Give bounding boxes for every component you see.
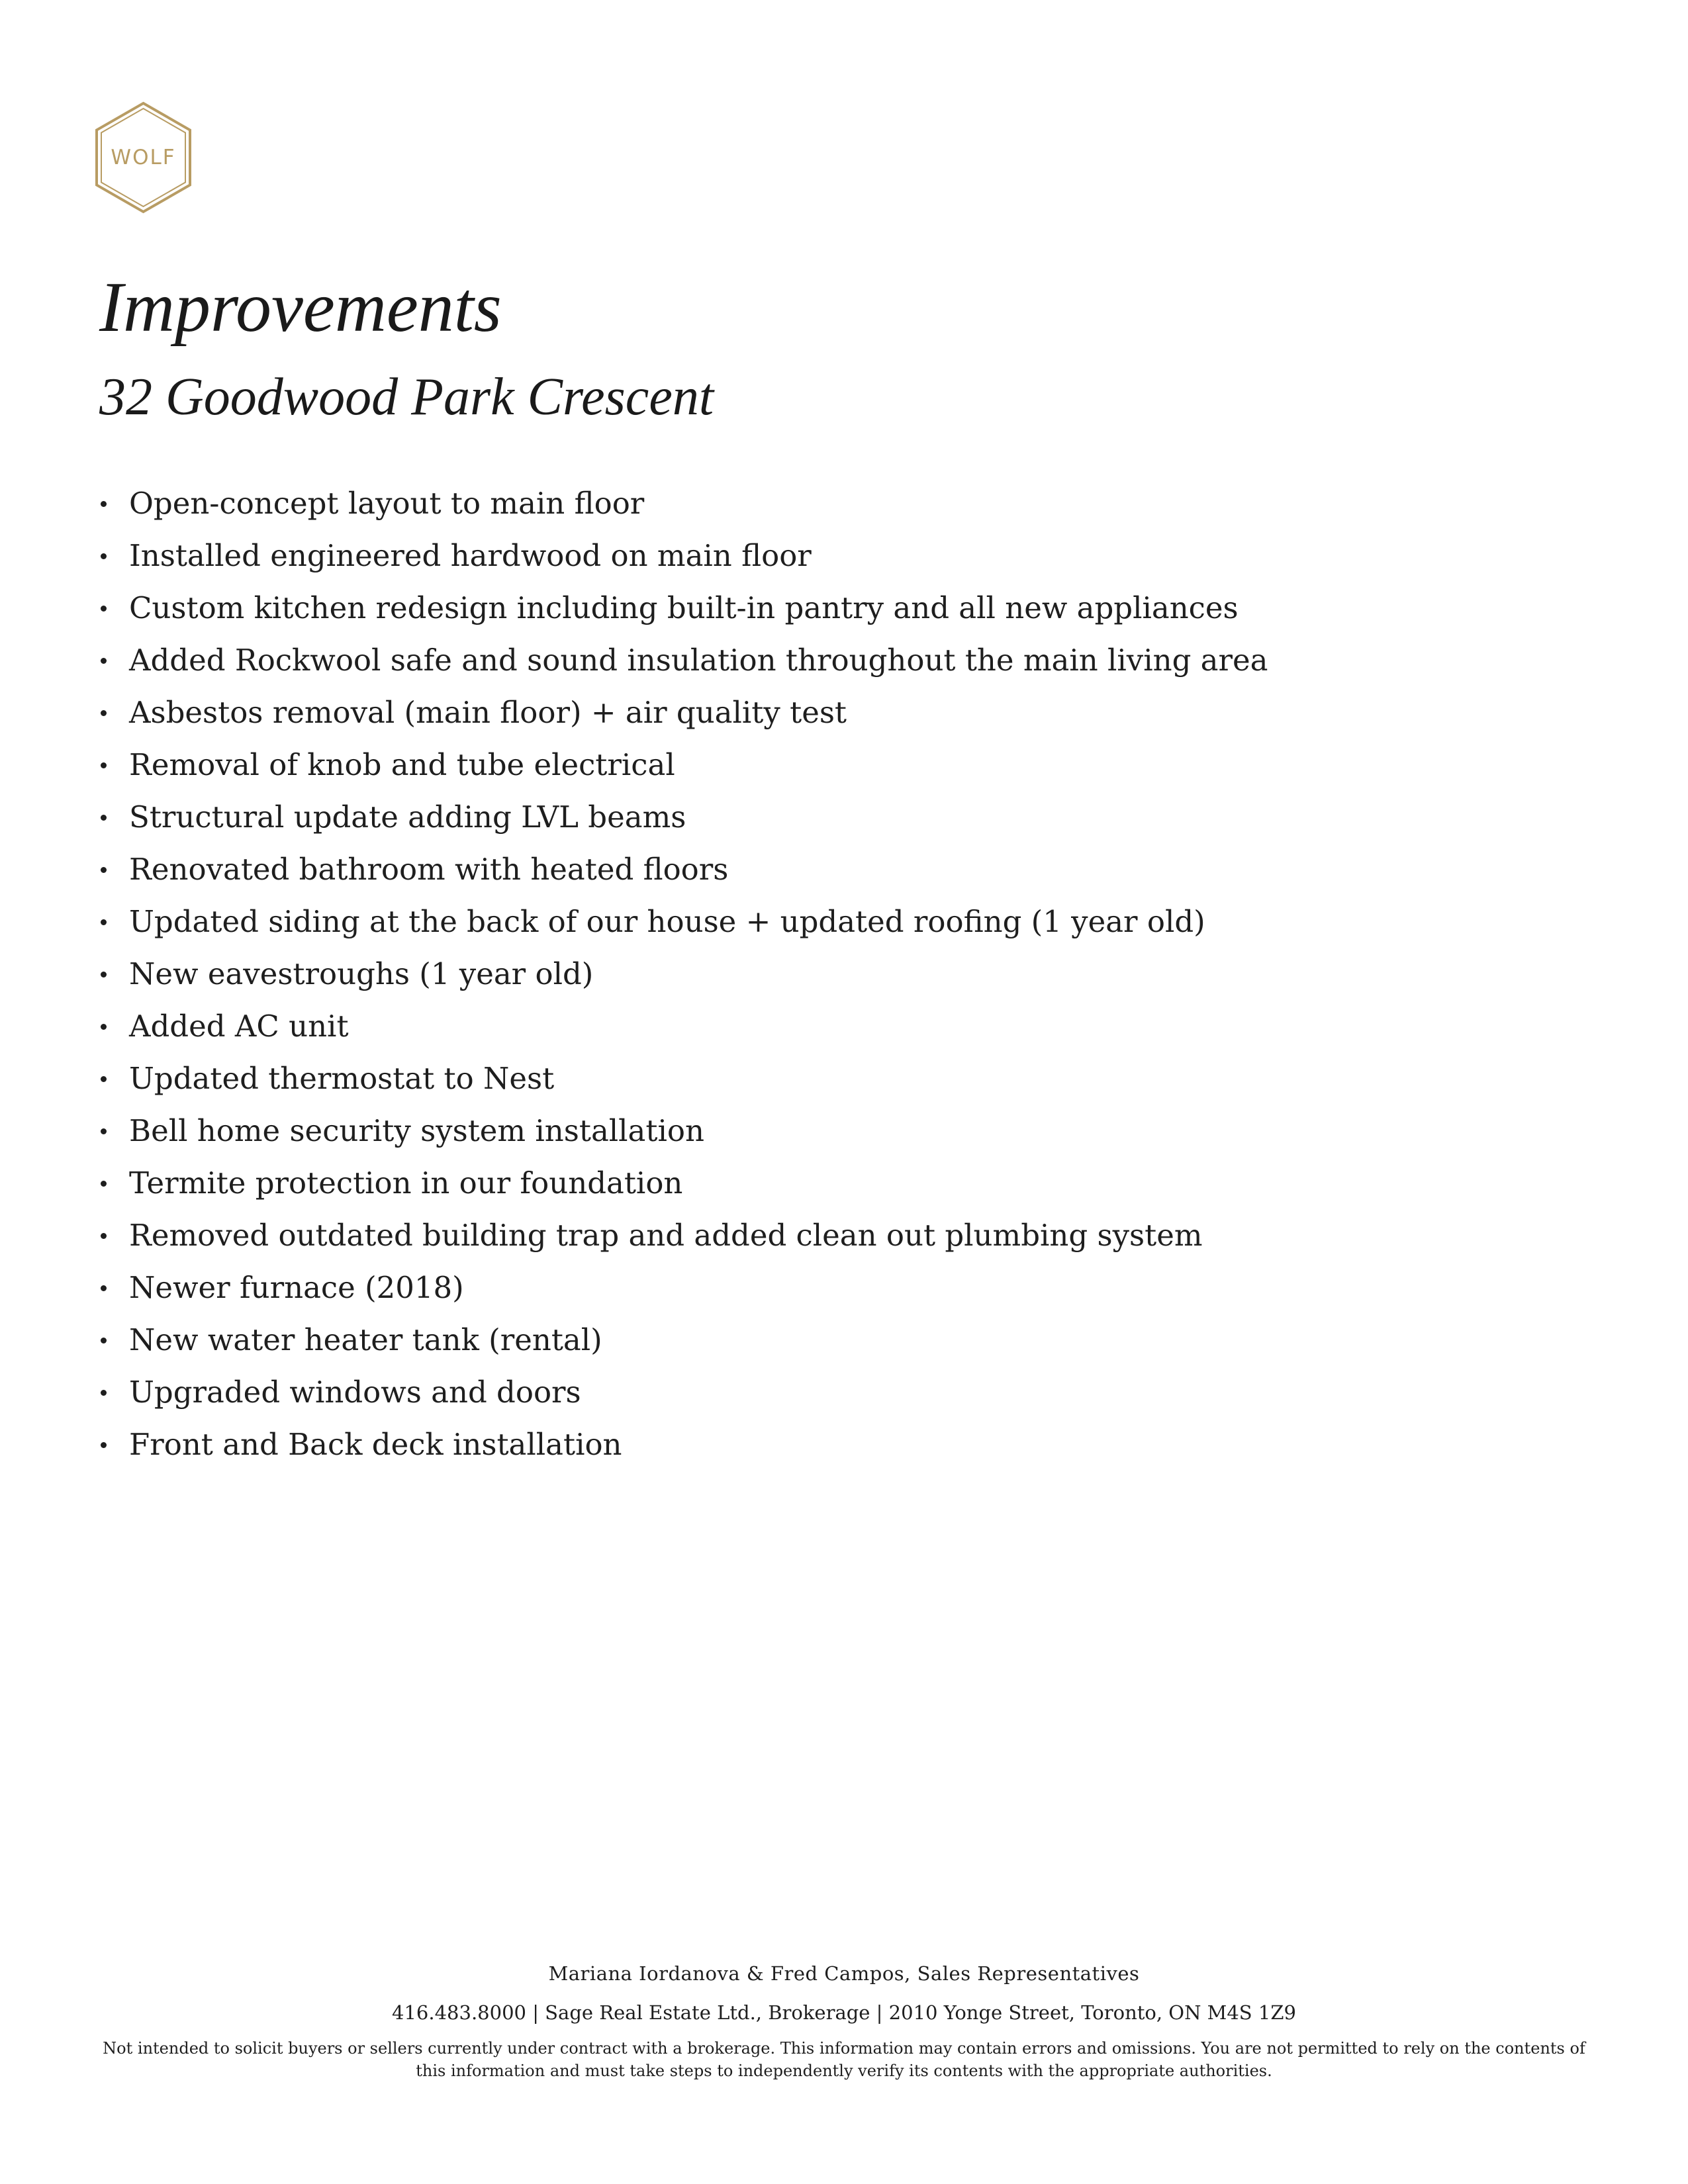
bullet-icon [101,501,107,507]
list-item [99,843,1589,895]
bullet-icon [101,1024,107,1030]
footer-representatives: Mariana Iordanova & Fred Campos, Sales Representatives [548,1962,1140,1985]
improvements-list [99,477,1589,1471]
list-item-text: Termite protection in our foundation [129,1165,683,1201]
bullet-icon [101,1076,107,1082]
list-item [99,895,1589,948]
list-item [99,582,1589,634]
list-item [99,477,1589,529]
list-item-text: Asbestos removal (main floor) + air quality test [129,695,847,730]
bullet-icon [101,762,107,768]
bullet-icon [101,1285,107,1291]
property-address: 32 Goodwood Park Crescent [99,368,714,426]
list-item-text: Added AC unit [129,1009,349,1044]
footer-contact: 416.483.8000 | Sage Real Estate Ltd., Brokerage | 2010 Yonge Street, Toronto, ON M4S 1Z9 [392,2001,1296,2024]
logo-text: WOLF [111,146,176,169]
list-item-text: Installed engineered hardwood on main floor [129,538,812,573]
list-item [99,948,1589,1000]
bullet-icon [101,553,107,559]
list-item [99,1105,1589,1157]
list-item [99,634,1589,686]
bullet-icon [101,919,107,925]
list-item-text: New eavestroughs (1 year old) [129,956,594,991]
bullet-icon [101,867,107,873]
bullet-icon [101,1181,107,1187]
list-item-text: Removed outdated building trap and added clean out plumbing system [129,1218,1203,1253]
page-title: Improvements [99,268,502,347]
list-item [99,1261,1589,1314]
list-item [99,686,1589,739]
list-item-text: Removal of knob and tube electrical [129,747,675,782]
list-item-text: Custom kitchen redesign including built-in pantry and all new appliances [129,590,1239,625]
list-item [99,1314,1589,1366]
bullet-icon [101,972,107,978]
list-item [99,529,1589,582]
bullet-icon [101,606,107,612]
list-item [99,1418,1589,1471]
list-item [99,1000,1589,1052]
bullet-icon [101,1338,107,1343]
bullet-icon [101,1442,107,1448]
list-item [99,791,1589,843]
bullet-icon [101,710,107,716]
list-item-text: New water heater tank (rental) [129,1322,602,1357]
list-item-text: Added Rockwool safe and sound insulation throughout the main living area [129,643,1268,678]
wolf-logo [95,101,192,214]
bullet-icon [101,1390,107,1396]
list-item-text: Open-concept layout to main floor [129,486,645,521]
list-item [99,1052,1589,1105]
list-item-text: Updated thermostat to Nest [129,1061,555,1096]
bullet-icon [101,815,107,821]
list-item [99,1366,1589,1418]
bullet-icon [101,658,107,664]
footer-disclaimer: Not intended to solicit buyers or sellers currently under contract with a brokerage. This information may contain errors and omissions. You are not permitted to rely on the contents of this information and must take steps to independently verify its contents with the appropriate authorities. [103,2039,1585,2080]
bullet-icon [101,1128,107,1134]
list-item-text: Newer furnace (2018) [129,1270,464,1305]
list-item [99,1157,1589,1209]
list-item [99,1209,1589,1261]
list-item-text: Bell home security system installation [129,1113,704,1148]
list-item-text: Upgraded windows and doors [129,1375,581,1410]
list-item-text: Renovated bathroom with heated floors [129,852,729,887]
list-item-text: Updated siding at the back of our house + updated roofing (1 year old) [129,904,1205,939]
bullet-icon [101,1233,107,1239]
list-item-text: Front and Back deck installation [129,1427,622,1462]
list-item [99,739,1589,791]
list-item-text: Structural update adding LVL beams [129,799,686,835]
